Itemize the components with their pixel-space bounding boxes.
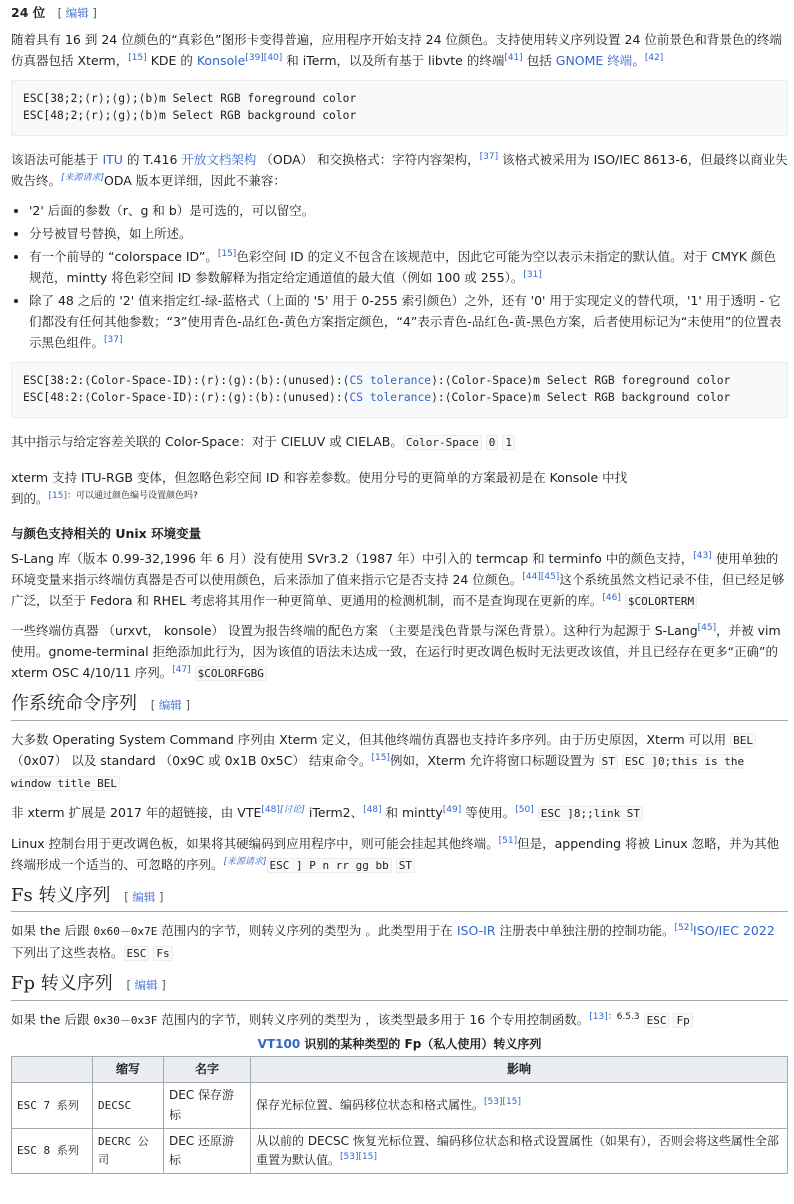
ref-15[interactable]: [15] [128,53,147,64]
text: 除了 48 之后的 '2' 值来指定红-绿-蓝格式（上面的 '5' 用于 0-255 索引颜色）之外，还有 '0' 用于实现定义的替代项，'1' 用于透明 - 它们都没有任何其他参数；“3”使用青色-品红色-黄色方案指定颜色，“4”表示青色-品红色-黄-黑色方案，后者使用标记为“未使用”的位置表示黑色组件。 [29,293,782,351]
text: 等使用。 [461,805,516,821]
paragraph-colorfgbg [11,620,788,683]
text: 该格式被采用为 ISO/IEC 8613-6，但最终以商业失败告终。 [11,152,788,189]
edit-section [124,890,163,904]
ref-37[interactable]: [37] [479,152,499,163]
code-block-colorspace [11,362,788,418]
heading-text: Fp 转义序列 [11,973,113,995]
text: 该语法可能基于 [11,152,103,168]
cs-tolerance-link[interactable]: CS tolerance [349,391,432,405]
citation-needed[interactable]: [来源请求] [223,856,267,867]
byte-range: 0x30－0x3F [93,1013,158,1027]
code-text: ⟩:⟨Color-Space⟩m Select RGB foreground color [431,374,731,388]
text: 范围内的字节，则转义序列的类型为 ，该类型最多用于 16 个专用控制函数。 [157,1011,590,1027]
citation-needed[interactable]: [来源请求] [61,173,105,184]
text: 分号被冒号替换，如上所述。 [29,226,192,242]
section-heading-fs [11,884,788,912]
text: 下列出了这些表格。 [11,944,124,960]
vt100-link[interactable]: VT100 [257,1037,301,1052]
text: 一些终端仿真器 （urxvt， konsole） 设置为报告终端的配色方案 （主要是浅色背景与深色背景）。这种行为起源于 S-Lang [11,623,698,638]
heading-text: 24 位 [11,5,46,20]
bracket-right: ] [185,698,191,713]
ref-51[interactable]: [51] [498,835,518,846]
text: 如果 the 后跟 [11,923,94,939]
code-zero: 0 [486,435,499,450]
text: KDE 的 [146,53,197,69]
code-block-rgb: ESC[38;2;⟨r⟩;⟨g⟩;⟨b⟩m Select RGB foreground color ESC[48;2;⟨r⟩;⟨g⟩;⟨b⟩m Select RGB background color [11,80,788,136]
text: 如果 the 后跟 [11,1011,94,1027]
table-header-row [12,1057,788,1083]
column-header: 名字 [164,1057,251,1083]
code-fs: Fs [153,946,172,961]
ref-52[interactable]: [52] [674,923,694,934]
ref-50[interactable]: [50] [515,805,534,816]
caption-text: 识别的某种类型的 Fp（私人使用）转义序列 [300,1037,542,1052]
ref-15[interactable]: [15] [48,490,67,501]
ref-42[interactable]: [42] [644,53,664,64]
ref-44-45[interactable]: [44][45] [522,571,560,582]
code-palette: ESC ] P n rr gg bb [267,858,392,873]
text: （0x07） 以及 standard （0x9C 或 0x1B 0x5C） 结束命令。 [11,753,372,769]
list-item [29,246,788,288]
paragraph-xterm-itu [11,467,636,509]
text: 和 iTerm，以及所有基于 libvte 的终端 [282,53,505,69]
text: 色彩空间 ID 的定义不包含在该规范中，因此它可能为空以表示未指定的默认值。对于 CMYK 颜色规范，mintty 将色彩空间 ID 参数解释为指定给定通道值的最大值（例如 100 或 255）。 [29,249,776,286]
text: 从以前的 DECSC 恢复光标位置、编码移位状态和格式设置属性（如果有），否则会将这些属性全部重置为默认值。 [256,1133,779,1168]
paragraph-fp [11,1009,788,1030]
text: 有一个前导的 “colorspace ID”。 [29,249,218,265]
column-header: 影响 [251,1057,788,1083]
iso-iec-2022-link[interactable]: ISO/IEC 2022 [693,923,775,939]
oda-differences-list [11,200,788,353]
cell-abbr: DECSC [93,1083,164,1128]
section-heading-24bit [11,2,788,23]
text: 随着具有 16 到 24 位颜色的“真彩色”图形卡变得普遍，应用程序开始支持 24 位颜色。支持使用转义序列设置 24 位前景色和背景色的终端仿真器包括 Xterm， [11,32,782,69]
cell-code: ESC 7 系列 [12,1083,93,1128]
code-text: ESC[48:2:⟨Color-Space-ID⟩:⟨r⟩:⟨g⟩:⟨b⟩:⟨unused⟩:⟨ [23,391,350,405]
ref-31[interactable]: [31] [523,270,542,281]
ref-note: ：可以通过颜色编号设置颜色吗? [67,490,198,501]
code-text: ESC[38:2:⟨Color-Space-ID⟩:⟨r⟩:⟨g⟩:⟨b⟩:⟨unused⟩:⟨ [23,374,350,388]
code-colorterm: $COLORTERM [625,594,697,609]
text: 但是，appending 将被 Linux 忽略，并为其他终端形成一个适当的、可忽略的序列。 [11,835,780,872]
text: 保存光标位置、编码移位状态和格式属性。 [256,1098,485,1113]
bracket-left: [ [126,978,131,993]
ref-41[interactable]: [41] [504,53,523,64]
text: 和 mintty [381,805,443,821]
bracket-right: ] [161,978,166,993]
paragraph-oda [11,149,788,191]
ref-15[interactable]: [15] [371,753,390,764]
gnome-terminal-link[interactable]: GNOME 终端 [555,53,633,69]
paragraph-osc [11,729,788,793]
discuss-link[interactable]: [讨论] [279,805,305,816]
bracket-left: [ [124,890,129,905]
paragraph-palette [11,833,788,875]
ref-37[interactable]: [37] [104,335,123,346]
text: Linux 控制台用于更改调色板，如果将其硬编码到应用程序中，则可能会挂起其他终端。 [11,835,499,851]
edit-link[interactable]: 编辑 [65,6,89,20]
code-st: ST [396,858,415,873]
code-color-space: Color-Space [403,435,482,450]
edit-link[interactable]: 编辑 [158,698,182,713]
ref-49[interactable]: [49] [442,805,462,816]
edit-section [151,698,190,712]
list-item [29,223,788,244]
text: ODA 版本更详细，因此不兼容： [104,173,286,189]
ref-15[interactable]: [15] [217,249,237,260]
text: 其中指示与给定容差关联的 Color-Space：对于 CIELUV 或 CIELAB。 [11,434,403,450]
edit-section [58,6,97,20]
list-item [29,290,788,353]
cell-effect [251,1128,788,1173]
byte-range: 0x60－0x7E [93,925,158,939]
paragraph-colorspace [11,431,788,452]
text: 包括 [522,53,556,69]
paragraph-slang [11,548,788,611]
text: iTerm2、 [304,805,364,821]
konsole-link[interactable]: Konsole [196,53,246,69]
bracket-left: [ [150,698,156,713]
cell-name: DEC 保存游标 [164,1083,251,1128]
ref-47[interactable]: [47] [172,664,191,675]
text: 例如，Xterm 允许将窗口标题设置为 [389,753,599,769]
oda-link[interactable]: 开放文档架构 [181,152,257,168]
code-colorfgbg: $COLORFGBG [195,666,267,681]
ref-13[interactable]: [13] [589,1011,608,1022]
table-row [12,1128,788,1173]
ref-46[interactable]: [46] [602,592,621,603]
text: 使用单独的环境变量来指示终端仿真器是否可以使用颜色，后来添加了值来指示它是否支持 24 位颜色。 [11,550,779,587]
cell-code: ESC 8 系列 [12,1128,93,1173]
column-header [12,1057,93,1083]
ref-53-15[interactable]: [53][15] [340,1152,377,1163]
ref-48[interactable]: [48] [363,805,382,816]
cell-name: DEC 还原游标 [164,1128,251,1173]
cell-abbr: DECRC 公司 [93,1128,164,1173]
section-heading-fp [11,972,788,1000]
table-row [12,1083,788,1128]
code-window-title: ESC ]0;this is the window title BEL [11,755,745,790]
code-bel: BEL [730,733,756,748]
section-heading-os-command [11,692,788,720]
text: 的 T.416 [122,152,182,168]
code-text: ⟩:⟨Color-Space⟩m Select RGB background color [431,391,731,405]
edit-section [126,978,165,992]
text: 。 [632,53,645,69]
text: 非 xterm 扩展是 2017 年的超链接，由 VTE [11,805,262,821]
text: 这个系统虽然文档记录不佳，但已经足够广泛，以至于 Fedora 和 RHEL 考虑将其用作一种更简单、更通用的检测机制，而不是查询现在更新的库。 [11,571,785,608]
code-esc: ESC [644,1013,670,1028]
code-hyperlink: ESC ]8;;link ST [538,806,643,821]
code-fp: Fp [673,1013,692,1028]
cell-effect [251,1083,788,1128]
code-st: ST [599,754,618,769]
text: ，并被 vim 使用。gnome-terminal 拒绝添加此行为，因为该值的语法未达成一致，在运行时更改调色板时无法更改该值，并且已经存在更多“正确”的 xterm OSC 4/10/11 序列。 [11,623,781,680]
text: （ODA） 和交换格式：字符内容架构， [256,152,480,168]
paragraph-truecolor [11,29,788,71]
text: '2' 后面的参数（r、g 和 b）是可选的，可以留空。 [29,203,315,219]
ref-43[interactable]: [43] [693,550,712,561]
column-header: 缩写 [93,1057,164,1083]
code-one: 1 [502,435,515,450]
list-item [29,200,788,221]
edit-link[interactable]: 编辑 [134,978,158,993]
heading-text: 作系统命令序列 [11,693,137,715]
paragraph-hyperlink [11,802,788,823]
iso-ir-link[interactable]: ISO-IR [456,923,496,939]
fp-sequences-table [11,1056,788,1174]
bracket-left: [ [57,6,63,20]
text: S-Lang 库（版本 0.99-32,1996 年 6 月）没有使用 SVr3.2（1987 年）中引入的 termcap 和 terminfo 中的颜色支持， [11,550,694,566]
paragraph-fs [11,920,788,963]
bracket-right: ] [92,6,97,20]
bracket-right: ] [159,890,164,905]
edit-link[interactable]: 编辑 [132,890,156,905]
heading-text: Fs 转义序列 [11,885,111,907]
page-ref: ：6.5.3 [607,1011,640,1022]
ref-39-40[interactable]: [39][40] [245,53,283,64]
text: 大多数 Operating System Command 序列由 Xterm 定义，但其他终端仿真器也支持许多序列。由于历史原因，Xterm 可以用 [11,731,731,747]
text: 注册表中单独注册的控制功能。 [495,923,675,939]
ref-48[interactable]: [48] [261,805,280,816]
text: xterm 支持 ITU-RGB 变体，但忽略色彩空间 ID 和容差参数。使用分号的更简单的方案最初是在 Konsole 中找到的。 [11,469,628,506]
section-heading-env: 与颜色支持相关的 Unix 环境变量 [11,525,202,541]
cs-tolerance-link[interactable]: CS tolerance [349,374,432,388]
table-caption [11,1034,788,1054]
ref-53-15[interactable]: [53][15] [484,1097,521,1108]
itu-link[interactable]: ITU [102,152,123,168]
text: 范围内的字节，则转义序列的类型为 。此类型用于在 [157,923,457,939]
code-esc: ESC [124,946,150,961]
ref-45[interactable]: [45] [697,622,717,633]
